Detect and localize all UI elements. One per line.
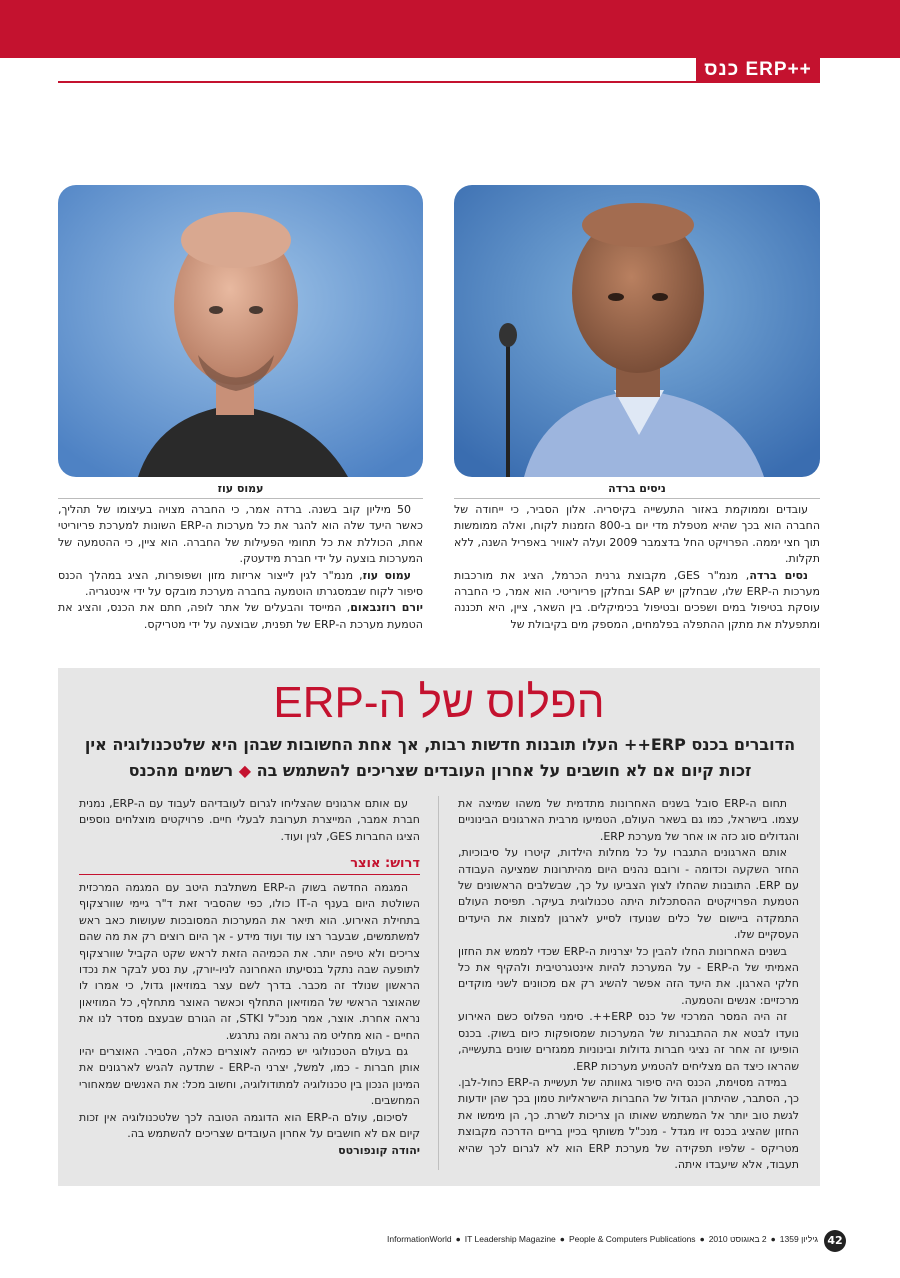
paragraph: בשנים האחרונות החלו להבין כל יצרניות ה-ERP שכדי לממש את החזון האמיתי של ה-ERP - על המערכת להיות אינטגרטיבית ולהקיף את כל חלקי הארגון. את היעד הזה אפשר להשיג רק אם מכוונים לשני מוקדים מרכזיים: אנשים והטמעה. [458, 944, 799, 1007]
paragraph: אותם הארגונים התגברו על כל מחלות הילדות, קיטרו על סיבוכיות, החזר השקעה וכדומה - ורובם נהנים היום מהיתרונות שמציעה העבודה עם ERP. התובנות שהחלו לצוץ הצביעו על כך, שבשלבים הראשונים של הטמעת הפרויקטים ההסתכלות היתה טכנולוגית בעיקר. תפיסת העולם התמקדה ביישום של כלים שנועדו לסייע לארגון למצות את היעדים העסקיים שלו. [458, 846, 799, 942]
author-byline: יהודה קונפורטס [338, 1143, 420, 1157]
section-tag: כנס ERP++ [696, 58, 820, 82]
feature-left-column [79, 880, 420, 1159]
paragraph: נסים ברדה, מנמ"ר GES, מקבוצת גרנית הכרמל, הציג את מורכבות מערכות ה-ERP שלו, שבחלקן יש SAP ובחלקן פריוריטי. הוא אמר, כי החברה עוסקת בטיפול במים ושפכים ובטיפול בכימיקלים. בין השאר, ציין, היא תכננה ומתפעלת את מתקן ההתפלה בפלמחים, המספק מים בקיבולת של [454, 568, 820, 631]
photo-caption-right: ניסים ברדה [608, 482, 666, 495]
page-footer [58, 1230, 846, 1252]
bullet-icon: ● [559, 1234, 565, 1244]
bullet-icon: ● [770, 1234, 776, 1244]
speaker-name: נסים ברדה [749, 568, 809, 582]
paragraph: עובדים וממוקמת באזור התעשייה בקיסריה. אלון הסביר, כי ייחודה של החברה הוא בכך שהיא מטפלת מדי יום ב-800 הזמנות לקוח, ואלה ממומשות תוך חצי יממה. הפרויקט החל בדצמבר 2009 ועלה לאוויר באפריל השנה, ללא תקלות. [454, 503, 821, 566]
speaker-name: עמוס עוז [362, 568, 412, 582]
bullet-icon: ● [455, 1234, 461, 1244]
caption-rule-right [454, 498, 820, 499]
feature-right-column [458, 796, 799, 1173]
photo-amos-oz [58, 185, 423, 477]
feature-left-column-top [79, 796, 420, 845]
feature-subhead: הדוברים בכנס ERP++ העלו תובנות חדשות רבות, אך אחת החשובות שבהן היא שלטכנולוגיה אין זכות קיום אם לא חושבים על אחרון העובדים שצריכים להשתמש בה ◆ רשמים מהכנס [84, 735, 796, 780]
paragraph: לסיכום, עולם ה-ERP הוא הדוגמה הטובה לכך שלטכנולוגיה אין זכות קיום אם לא חושבים על אחרון העובדים שצריכים להשתמש בה. [79, 1110, 420, 1141]
paragraph: גם בעולם הטכנולוגי יש כמיהה לאוצרים כאלה, הסביר. האוצרים יהיו אותן חברות - כמו, למשל, יצרני ה-ERP - שתדעה להגיש לארגונים את המינון הנכון בין טכנולוגיה למתודולוגיה, וחשוב מכל: את האנשים שמאחורי המחשבים. [79, 1045, 420, 1108]
bullet-icon: ● [699, 1234, 705, 1244]
footer-credits: גיליון 1359●2 באוגוסט 2010●People & Computers Publications●IT Leadership Magazine●InformationWorld [387, 1234, 818, 1244]
paragraph: יורם רוזנבאום, המייסד והבעלים של אתר לופה, חתם את הכנס, והציג את הטמעת מערכת ה-ERP של תפנית, שבוצעה על ידי מטריקס. [58, 601, 423, 631]
portrait-photo-icon [58, 185, 423, 477]
paragraph: זה היה המסר המרכזי של כנס ERP++. סימני הפלוס כשם האירוע נועדו לבטא את ההתבגרות של המערכות שמסופקות כיום בשוק. בכנס הופיעו זה אחר זה נציגי חברות גדולות ובינוניות ממגזרים שונים בתעשייה, שהראו כיצד הם מצליחים להטמיע מערכות ERP. [458, 1010, 799, 1073]
paragraph: עמוס עוז, מנמ"ר לגין לייצור אריזות מזון ושפופרות, הציג במהלך הכנס סיפור לקוח שבמסגרתו הוטמעה בחברה מערכת מובקס על ידי אינטגריה. [58, 568, 423, 599]
speaker-name: יורם רוזנבאום [350, 601, 423, 615]
paragraph: במידה מסוימת, הכנס היה סיפור גאוותה של תעשיית ה-ERP כחול-לבן. כך, הסתבר, שהיתרון הגדול של החברות הישראליות טמון בכך שהן יודעות לגשת טוב יותר אל המשתמש שאותו הן צריכות לשרת. כך, הן מימשו את החזון שהציג בכנס זיו מגדל - מנכ"ל משותף בכיין בריים הדרכה מקבוצת מטריקס - שלפיו תפקידה של מערכת ERP הוא לא לגרום לכך שהיא תעבוד, אלא שיעבדו איתה. [458, 1075, 799, 1171]
top-color-bar [0, 0, 900, 58]
photo-caption-left: עמוס עוז [217, 482, 264, 495]
paragraph: 50 מיליון קוב בשנה. ברדה אמר, כי החברה מצויה בעיצומו של תהליך, כאשר היעד שלה הוא להגר את כל מערכות ה-ERP השונות למערכת פריוריטי אחת, הכוללת את כל תחומי הפעילות של החברה. הוא ציין, כי ההטמעה של המערכות בוצעה על ידי חברת מידעטק. [58, 503, 423, 566]
subsection-rule [79, 874, 420, 875]
page-number: 42 [824, 1230, 846, 1252]
diamond-icon: ◆ [238, 761, 251, 780]
top-text-left-column [58, 502, 423, 633]
section-rule [58, 81, 820, 83]
column-divider [438, 796, 439, 1170]
feature-headline: הפלוס של ה-ERP [273, 678, 605, 727]
paragraph: עם אותם ארגונים שהצליחו לגרום לעובדיהם לעבוד עם ה-ERP, נמנית חברת אמבר, המייצרת תערובת לבעלי חיים. פרויקטים מוצלחים נוספים הציגו החברות GES, לגין ועוד. [79, 797, 420, 843]
paragraph: תחום ה-ERP סובל בשנים האחרונות מתדמית של משהו שמיצה את עצמו. בישראל, כמו גם בשאר העולם, הטמיעו מרבית הארגונים הבינוניים והגדולים סוג כזה או אחר של מערכת ERP. [458, 797, 799, 843]
caption-rule-left [58, 498, 423, 499]
subsection-title: דרוש: אוצר [350, 856, 420, 871]
top-text-right-column [454, 502, 820, 633]
photo-nissim-barda [454, 185, 820, 477]
paragraph: המגמה החדשה בשוק ה-ERP משתלבת היטב עם המגמה המרכזית השולטת היום בענף ה-IT כולו, כפי שהסביר זאת ד"ר גיימי שוורצקוף בתחילת האירוע. הוא תיאר את המערכות המסובכות שעושות כאב ראש למשתמשים, שבעבר רצו עוד ועוד מידע - אך היום רוצים רק את מה שהם צריכים ולא טיפה יותר. את הכמיהה הזאת לראש שקט הקביל שוורצקוף לתופעה שבה נתקל בנסיעתו האחרונה לניו-יורק, עת נסע לבקר את נכדו הראשון שנולד זה מכבר. בדרך לשם עצר במוזיאון גדול, כי אמרו לו שהאוצר הראשי של המוזיאון התחלף וכאשר האוצר מתחלף, כל המוזיאון נראה אחרת. אוצר, אמר מנכ"ל STKI, זה הגורם שבעצם מסדר לנו את החיים - הוא מחליט מה נראה ומה נתרגש. [79, 881, 420, 1042]
portrait-photo-icon [454, 185, 820, 477]
